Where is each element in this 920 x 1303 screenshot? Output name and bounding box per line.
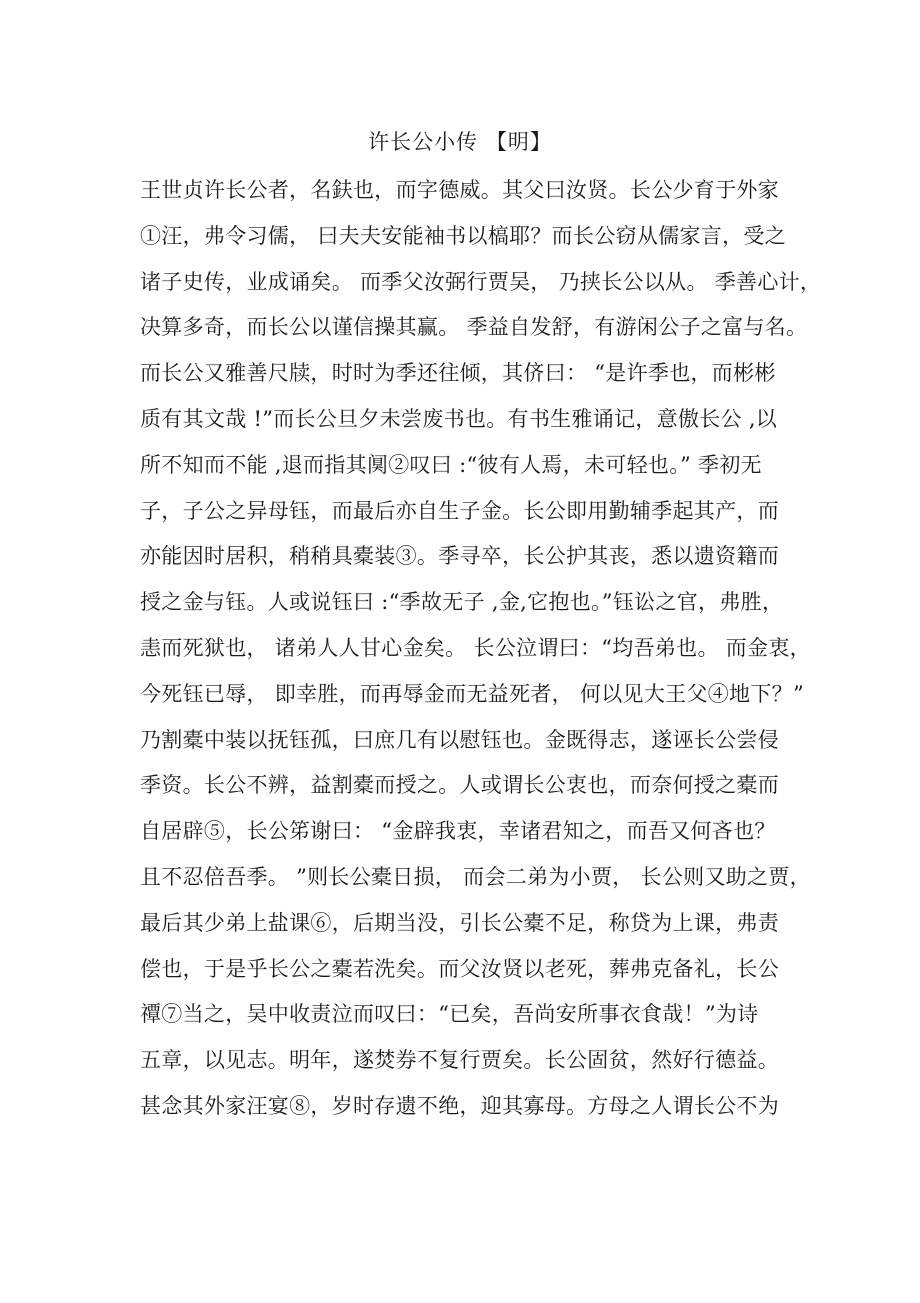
text-line: 决算多奇，而长公以谨信操其赢。 季益自发舒，有游闲公子之富与名。 <box>140 315 808 340</box>
text-line: 恚而死狱也， 诸弟人人甘心金矣。 长公泣谓曰：“均吾弟也。 而金衷， <box>140 635 811 660</box>
document-body <box>140 172 822 1134</box>
text-line: 且不忍倍吾季。 ”则长公橐日损， 而会二弟为小贾， 长公则又助之贾， <box>140 864 811 889</box>
text-line: 偿也，于是乎长公之橐若洗矣。而父汝贤以老死，葬弗克备礼，长公 <box>140 956 779 981</box>
text-line: 最后其少弟上盐课⑥，后期当没，引长公橐不足，称贷为上课，弗责 <box>140 910 779 935</box>
text-line: 禫⑦当之，吴中收责泣而叹曰：“已矣，吾尚安所事衣食哉！”为诗 <box>140 1002 759 1027</box>
text-line: 亦能因时居积，稍稍具橐装③。季寻卒，长公护其丧，悉以遗资籍而 <box>140 544 779 569</box>
text-line: 授之金与钰。人或说钰曰 :“季故无子 ,金,它抱也。”钰讼之官，弗胜， <box>140 590 784 615</box>
text-line: 季资。长公不辨，益割橐而授之。人或谓长公衷也，而奈何授之橐而 <box>140 773 779 798</box>
text-line: 王世贞许长公者，名鈇也，而字德威。其父曰汝贤。长公少育于外家 <box>140 178 779 202</box>
text-line: 而长公又雅善尺牍，时时为季还往倾，其侪曰： “是许季也，而彬彬 <box>140 361 776 386</box>
text-line: 甚念其外家汪宴⑧，岁时存遗不绝，迎其寡母。方母之人谓长公不为 <box>140 1093 779 1118</box>
text-line: 所不知而不能 ,退而指其阒②叹曰 :“彼有人焉，未可轻也。” 季初无 <box>140 452 762 477</box>
text-line: 子，子公之异母钰，而最后亦自生子金。长公即用勤辅季起其产，而 <box>140 498 779 523</box>
text-line: 今死钰已辱， 即幸胜，而再辱金而无益死者， 何以见大王父④地下？” <box>140 681 804 706</box>
text-line: 自居辟⑤，长公笫谢曰： “金辟我衷，幸诸君知之，而吾又何吝也？ <box>140 819 776 844</box>
text-line: 诸子史传，业成诵矣。 而季父汝弼行贾吴， 乃挟长公以从。 季善心计， <box>140 269 822 294</box>
text-line: 质有其文哉 !”而长公旦夕未尝废书也。有书生雅诵记，意傲长公 ,以 <box>140 406 778 431</box>
document-title: 许长公小传 【明】 <box>368 130 552 154</box>
text-line: 五章，以见志。明年，遂焚券不复行贾矣。长公固贫，然好行德益。 <box>140 1048 779 1073</box>
text-line: 乃割橐中装以抚钰孤，曰庶几有以慰钰也。金既得志，遂诬长公尝侵 <box>140 727 779 752</box>
text-line: ①汪，弗令习儒， 曰夫夫安能袖书以槁耶？而长公窃从儒家言，受之 <box>140 223 786 248</box>
